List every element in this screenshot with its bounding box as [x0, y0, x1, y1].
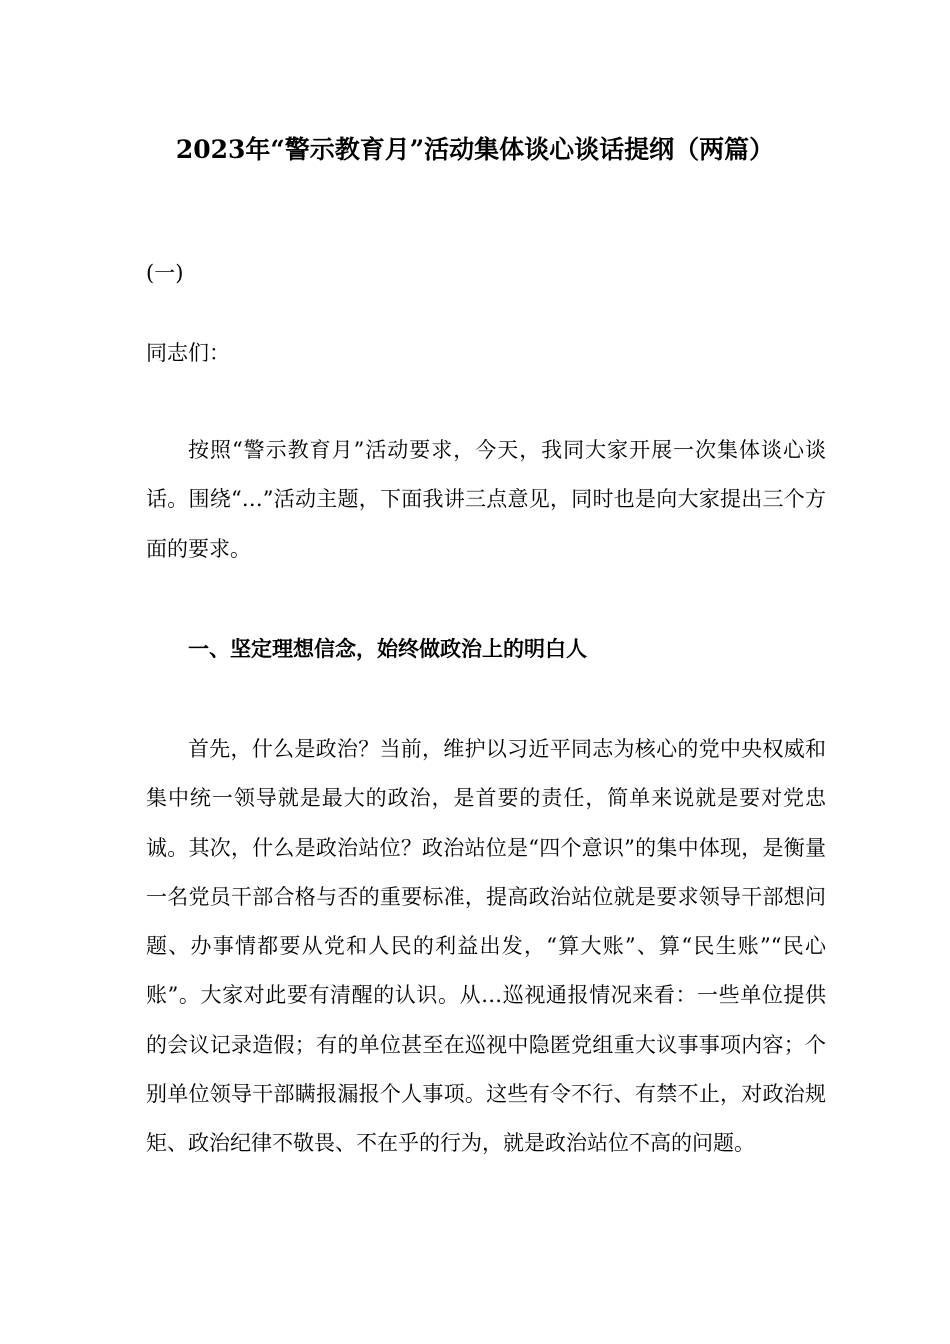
section-heading-1: 一、坚定理想信念，始终做政治上的明白人: [188, 636, 587, 661]
body-paragraph-1: 首先，什么是政治？当前，维护以习近平同志为核心的党中央权威和集中统一领导就是最大的政治，是首要的责任，简单来说就是要对党忠诚。其次，什么是政治站位？政治站位是“四个意识”的集中体现，是衡量一名党员干部合格与否的重要标准，提高政治站位就是要求领导干部想问题、办事情都要从党和人民的利益出发，“算大账”、算“民生账”“民心账”。大家对此要有清醒的认识。从…巡视通报情况来看：一些单位提供的会议记录造假；有的单位甚至在巡视中隐匿党组重大议事事项内容；个别单位领导干部瞒报漏报个人事项。这些有令不行、有禁不止，对政治规矩、政治纪律不敬畏、不在乎的行为，就是政治站位不高的问题。: [146, 737, 826, 1156]
section-marker: (一): [146, 261, 184, 285]
document-title: 2023年“警示教育月”活动集体谈心谈话提纲（两篇）: [175, 135, 775, 164]
salutation: 同志们：: [146, 341, 230, 365]
intro-paragraph: 按照“警示教育月”活动要求，今天，我同大家开展一次集体谈心谈话。围绕“…”活动主题，下面我讲三点意见，同时也是向大家提出三个方面的要求。: [146, 438, 826, 561]
